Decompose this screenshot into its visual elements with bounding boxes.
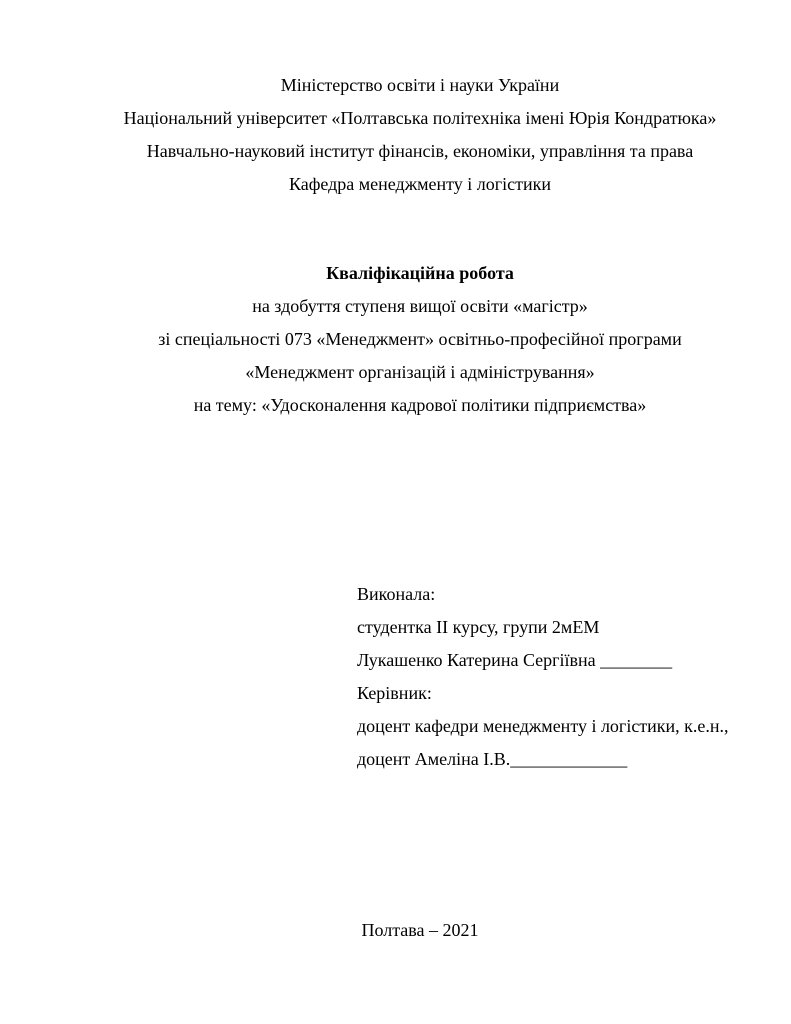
specialty-line: зі спеціальності 073 «Менеджмент» освітньо-професійної програми xyxy=(158,329,682,349)
student-course-line: студентка ІІ курсу, групи 2мЕМ xyxy=(357,617,600,637)
degree-line: на здобуття ступеня вищої освіти «магістр» xyxy=(252,296,588,316)
supervisor-label: Керівник: xyxy=(357,683,432,703)
student-name-line: Лукашенко Катерина Сергіївна ________ xyxy=(357,650,673,670)
topic-line: на тему: «Удосконалення кадрової політики підприємства» xyxy=(193,395,647,415)
university-line: Національний університет «Полтавська політехніка імені Юрія Кондратюка» xyxy=(123,108,717,128)
city-year-block xyxy=(113,914,727,947)
executor-label: Виконала: xyxy=(357,584,436,604)
executor-block xyxy=(357,578,729,776)
institute-line: Навчально-науковий інститут фінансів, економіки, управління та права xyxy=(146,141,694,161)
department-line: Кафедра менеджменту і логістики xyxy=(288,174,552,194)
supervisor-position-line: доцент кафедри менеджменту і логістики, к.е.н., xyxy=(357,716,729,736)
thesis-title: Кваліфікаційна робота xyxy=(326,263,514,283)
city-year-line: Полтава – 2021 xyxy=(361,920,479,940)
header-block xyxy=(113,69,727,201)
program-line: «Менеджмент організацій і адміністрування» xyxy=(245,362,595,382)
title-block xyxy=(113,257,727,422)
supervisor-name-line: доцент Амеліна І.В._____________ xyxy=(357,749,628,769)
ministry-line: Міністерство освіти і науки України xyxy=(280,75,560,95)
